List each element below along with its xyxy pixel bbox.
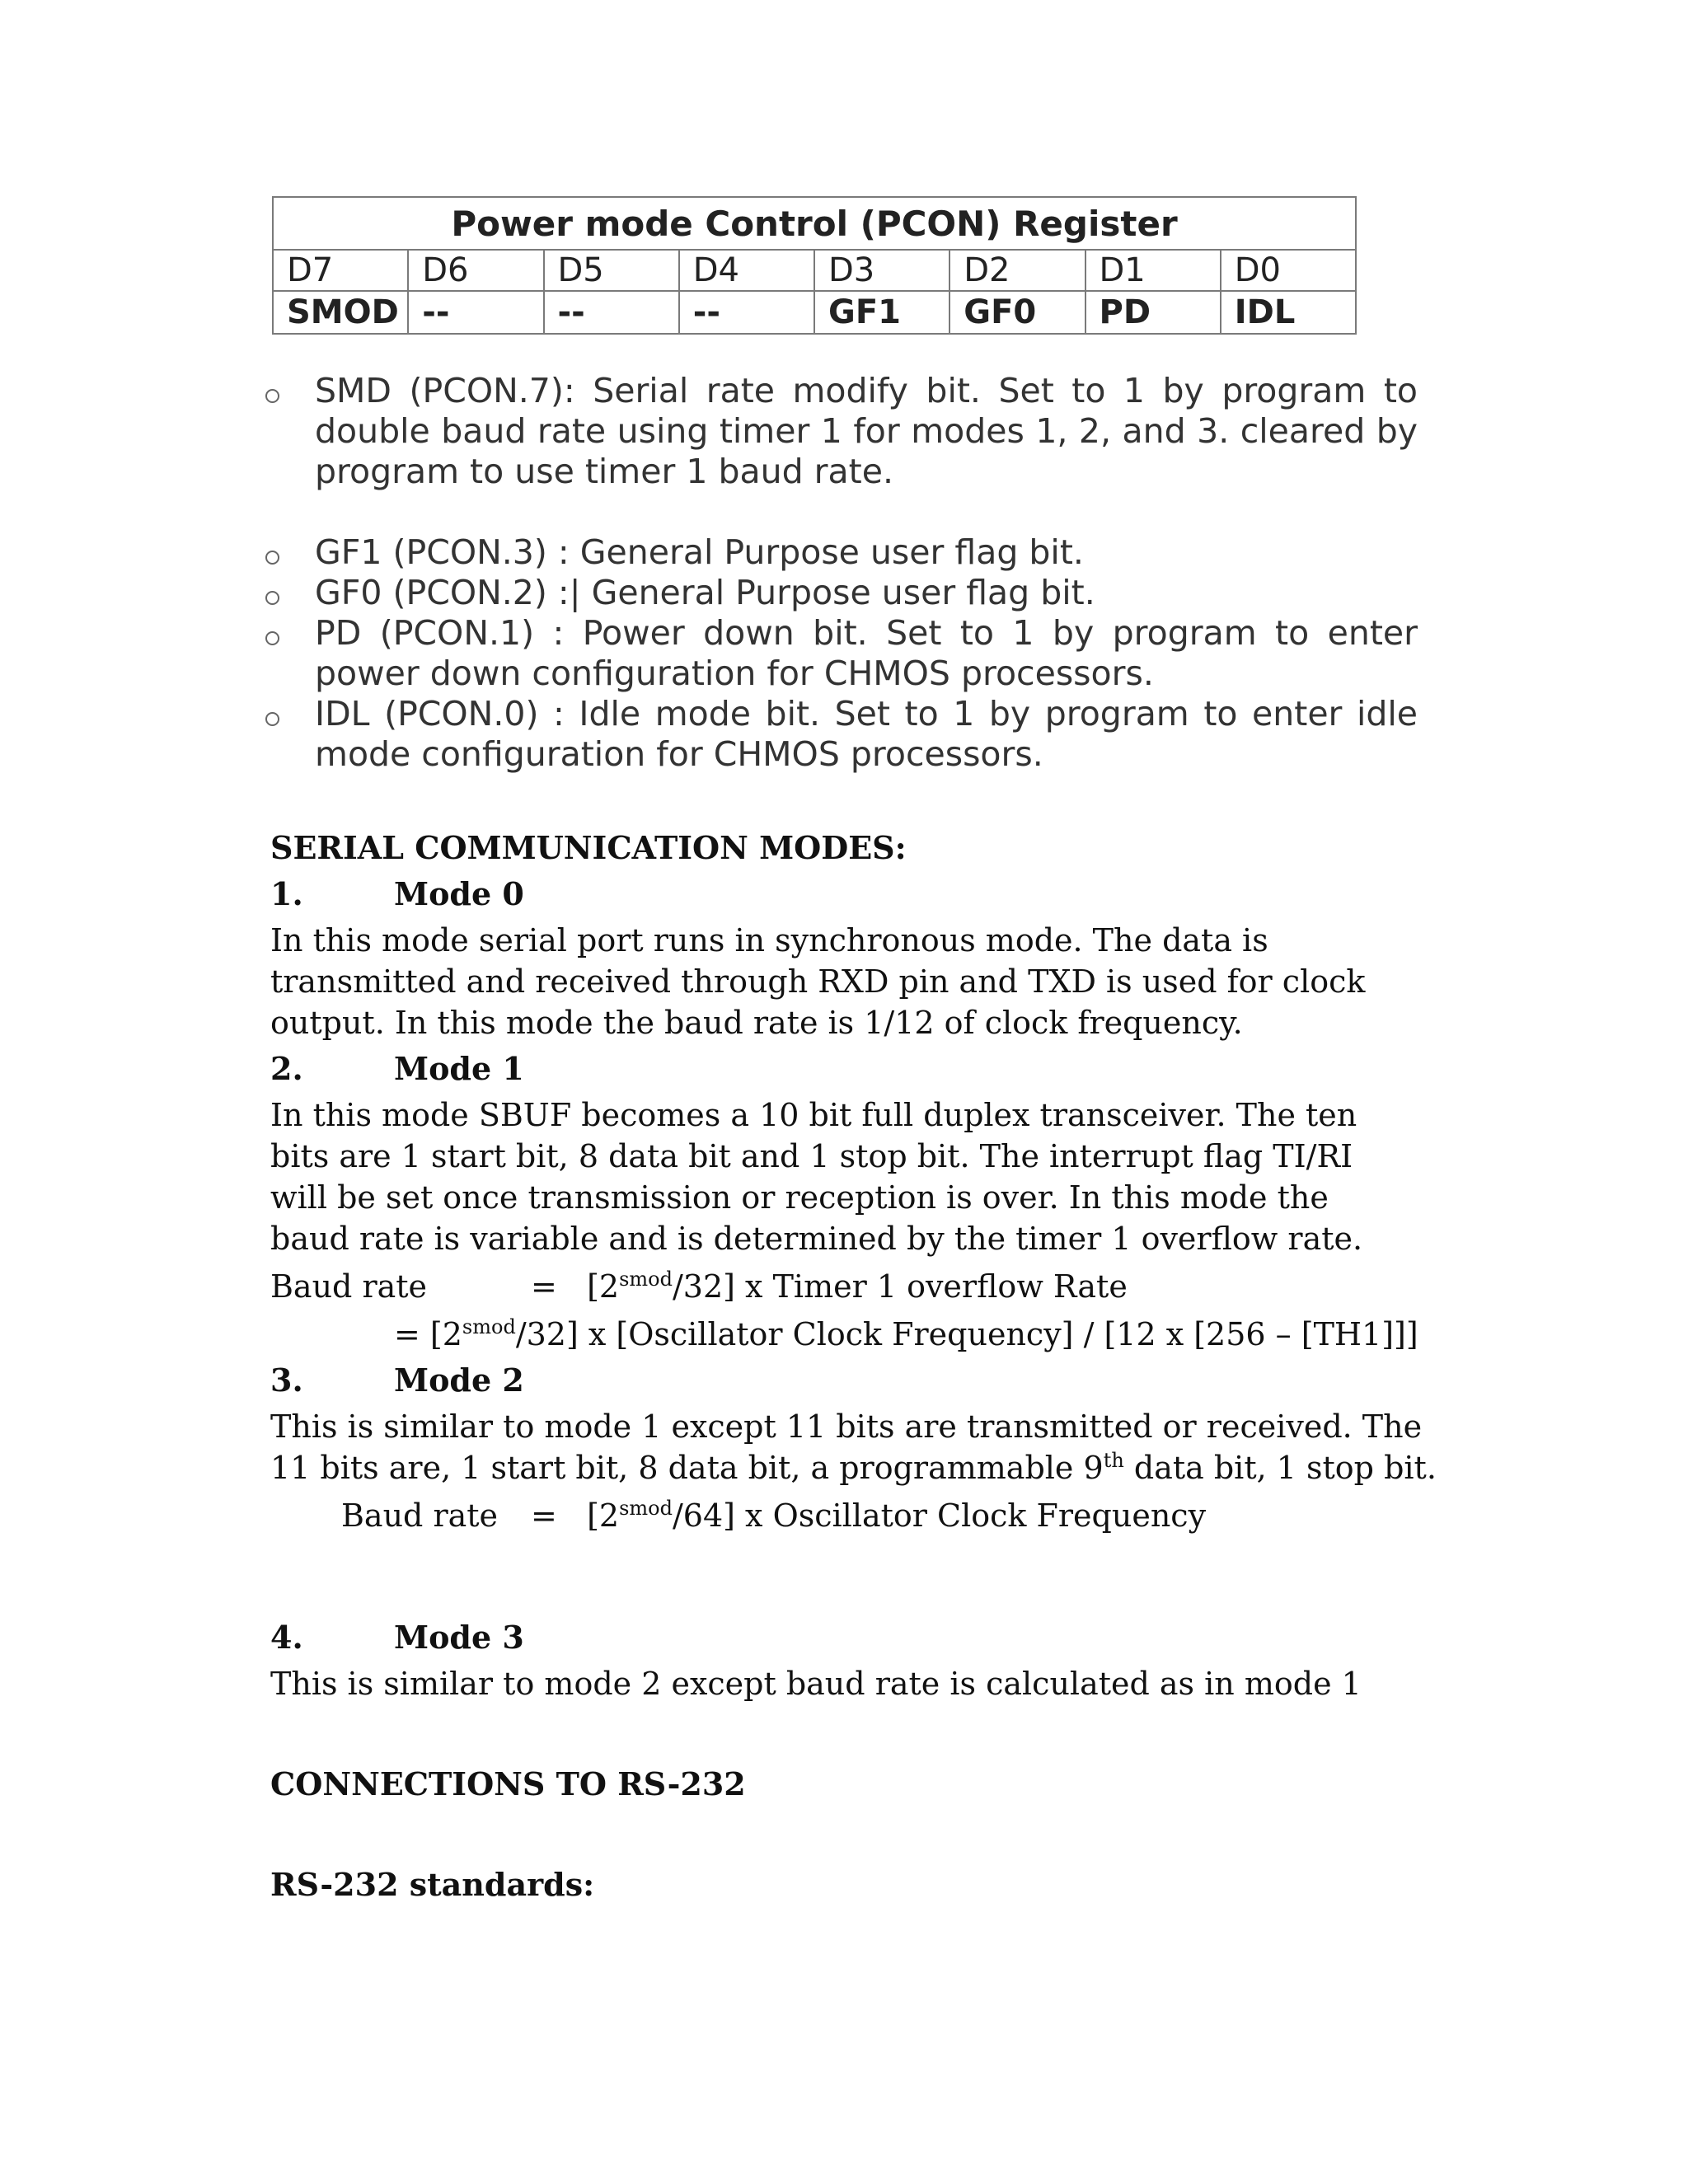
- mode-heading: [270, 1360, 1465, 1401]
- mode-description: In this mode SBUF becomes a 10 bit full duplex transceiver. The ten bits are 1 start bit, 8 data bit and 1 stop bit. The interrupt flag TI/RI will be set once transmission or reception is over. In this mode the baud rate is variable and is determined by the timer 1 overflow rate.: [270, 1097, 1363, 1257]
- formula-label: Baud rate: [341, 1497, 499, 1534]
- list-item: [264, 371, 1418, 492]
- mode-title: Mode 2: [394, 1361, 524, 1399]
- list-item-text: IDL (PCON.0) : Idle mode bit. Set to 1 by program to enter idle mode configuration for CHMOS processors.: [315, 694, 1418, 774]
- formula-exponent: smod: [619, 1497, 673, 1520]
- bit-label: D4: [679, 250, 814, 291]
- list-item-text: PD (PCON.1) : Power down bit. Set to 1 by program to enter power down configuration for CHMOS processors.: [315, 613, 1418, 693]
- formula-exponent: smod: [619, 1268, 673, 1291]
- bit-name: --: [544, 291, 679, 334]
- circle-bullet-icon: [265, 631, 279, 645]
- mode-number: 2.: [270, 1050, 303, 1087]
- mode-title: Mode 3: [394, 1619, 524, 1656]
- register-title: Power mode Control (PCON) Register: [273, 197, 1356, 250]
- bit-label: D6: [408, 250, 543, 291]
- connections-heading: CONNECTIONS TO RS-232: [270, 1765, 746, 1802]
- mode-description: In this mode serial port runs in synchronous mode. The data is transmitted and received through RXD pin and TXD is used for clock output. In this mode the baud rate is 1/12 of clock frequency.: [270, 922, 1366, 1041]
- spacer: [270, 1704, 1465, 1764]
- formula-rest: /32] x [Oscillator Clock Frequency] / [12 x [256 – [TH1]]]: [515, 1316, 1418, 1352]
- baud-rate-formula-expanded: [270, 1314, 1465, 1355]
- formula-base: [2: [587, 1268, 620, 1305]
- mode-heading: [270, 1048, 1465, 1090]
- bit-name: GF0: [950, 291, 1085, 334]
- formula-equals: =: [531, 1497, 557, 1534]
- mode-title: Mode 0: [394, 875, 524, 912]
- circle-bullet-icon: [265, 591, 279, 605]
- spacer: [270, 1805, 1465, 1864]
- mode-heading: [270, 874, 1465, 915]
- register-bit-row: [273, 250, 1356, 291]
- list-item: [264, 573, 1418, 613]
- circle-bullet-icon: [265, 551, 279, 565]
- formula-equals: = [2: [394, 1316, 462, 1352]
- pcon-bit-description-list: [264, 371, 1418, 775]
- circle-bullet-icon: [265, 712, 279, 726]
- pcon-register-table: [272, 196, 1357, 335]
- formula-rest: /32] x Timer 1 overflow Rate: [673, 1268, 1128, 1305]
- bit-label: D2: [950, 250, 1085, 291]
- formula-label: Baud rate: [270, 1268, 428, 1305]
- bit-label: D1: [1085, 250, 1221, 291]
- bit-name: SMOD: [273, 291, 408, 334]
- ordinal-suffix: th: [1103, 1449, 1124, 1472]
- spacer: [270, 1541, 1465, 1612]
- bit-label: D5: [544, 250, 679, 291]
- mode-number: 1.: [270, 875, 303, 912]
- baud-rate-formula: [270, 1495, 1465, 1536]
- mode-number: 3.: [270, 1361, 303, 1399]
- bit-name: --: [679, 291, 814, 334]
- mode-title: Mode 1: [394, 1050, 524, 1087]
- baud-rate-formula: [270, 1266, 1465, 1307]
- bit-name: --: [408, 291, 543, 334]
- bit-name: GF1: [814, 291, 950, 334]
- mode-heading: [270, 1617, 1465, 1658]
- list-item-text: GF1 (PCON.3) : General Purpose user flag bit.: [315, 532, 1084, 572]
- bit-name: PD: [1085, 291, 1221, 334]
- formula-rest: /64] x Oscillator Clock Frequency: [673, 1497, 1207, 1534]
- formula-exponent: smod: [462, 1315, 516, 1338]
- mode-number: 4.: [270, 1619, 303, 1656]
- list-item: [264, 613, 1418, 694]
- circle-bullet-icon: [265, 389, 279, 403]
- list-item-text: SMD (PCON.7): Serial rate modify bit. Set to 1 by program to double baud rate using timer 1 for modes 1, 2, and 3. cleared by program to use timer 1 baud rate.: [315, 371, 1418, 491]
- bit-label: D0: [1221, 250, 1356, 291]
- bit-name: IDL: [1221, 291, 1356, 334]
- section-heading: SERIAL COMMUNICATION MODES:: [270, 829, 907, 866]
- formula-equals: =: [531, 1268, 557, 1305]
- formula-base: [2: [587, 1497, 620, 1534]
- register-name-row: [273, 291, 1356, 334]
- document-body: [270, 827, 1465, 1905]
- rs232-standards-heading: RS-232 standards:: [270, 1866, 595, 1903]
- list-item-text: GF0 (PCON.2) :| General Purpose user flag bit.: [315, 573, 1095, 612]
- mode-description-text: data bit, 1 stop bit.: [1123, 1450, 1437, 1486]
- bit-label: D7: [273, 250, 408, 291]
- mode-description-text: This is similar to mode 1 except 11 bits are transmitted or received. The 11 bits are, 1 start bit, 8 data bit, a programmable 9: [270, 1408, 1423, 1486]
- bit-label: D3: [814, 250, 950, 291]
- list-item: [264, 532, 1418, 573]
- mode-description: This is similar to mode 2 except baud rate is calculated as in mode 1: [270, 1666, 1362, 1702]
- list-item: [264, 694, 1418, 775]
- mode-description: [270, 1406, 1457, 1488]
